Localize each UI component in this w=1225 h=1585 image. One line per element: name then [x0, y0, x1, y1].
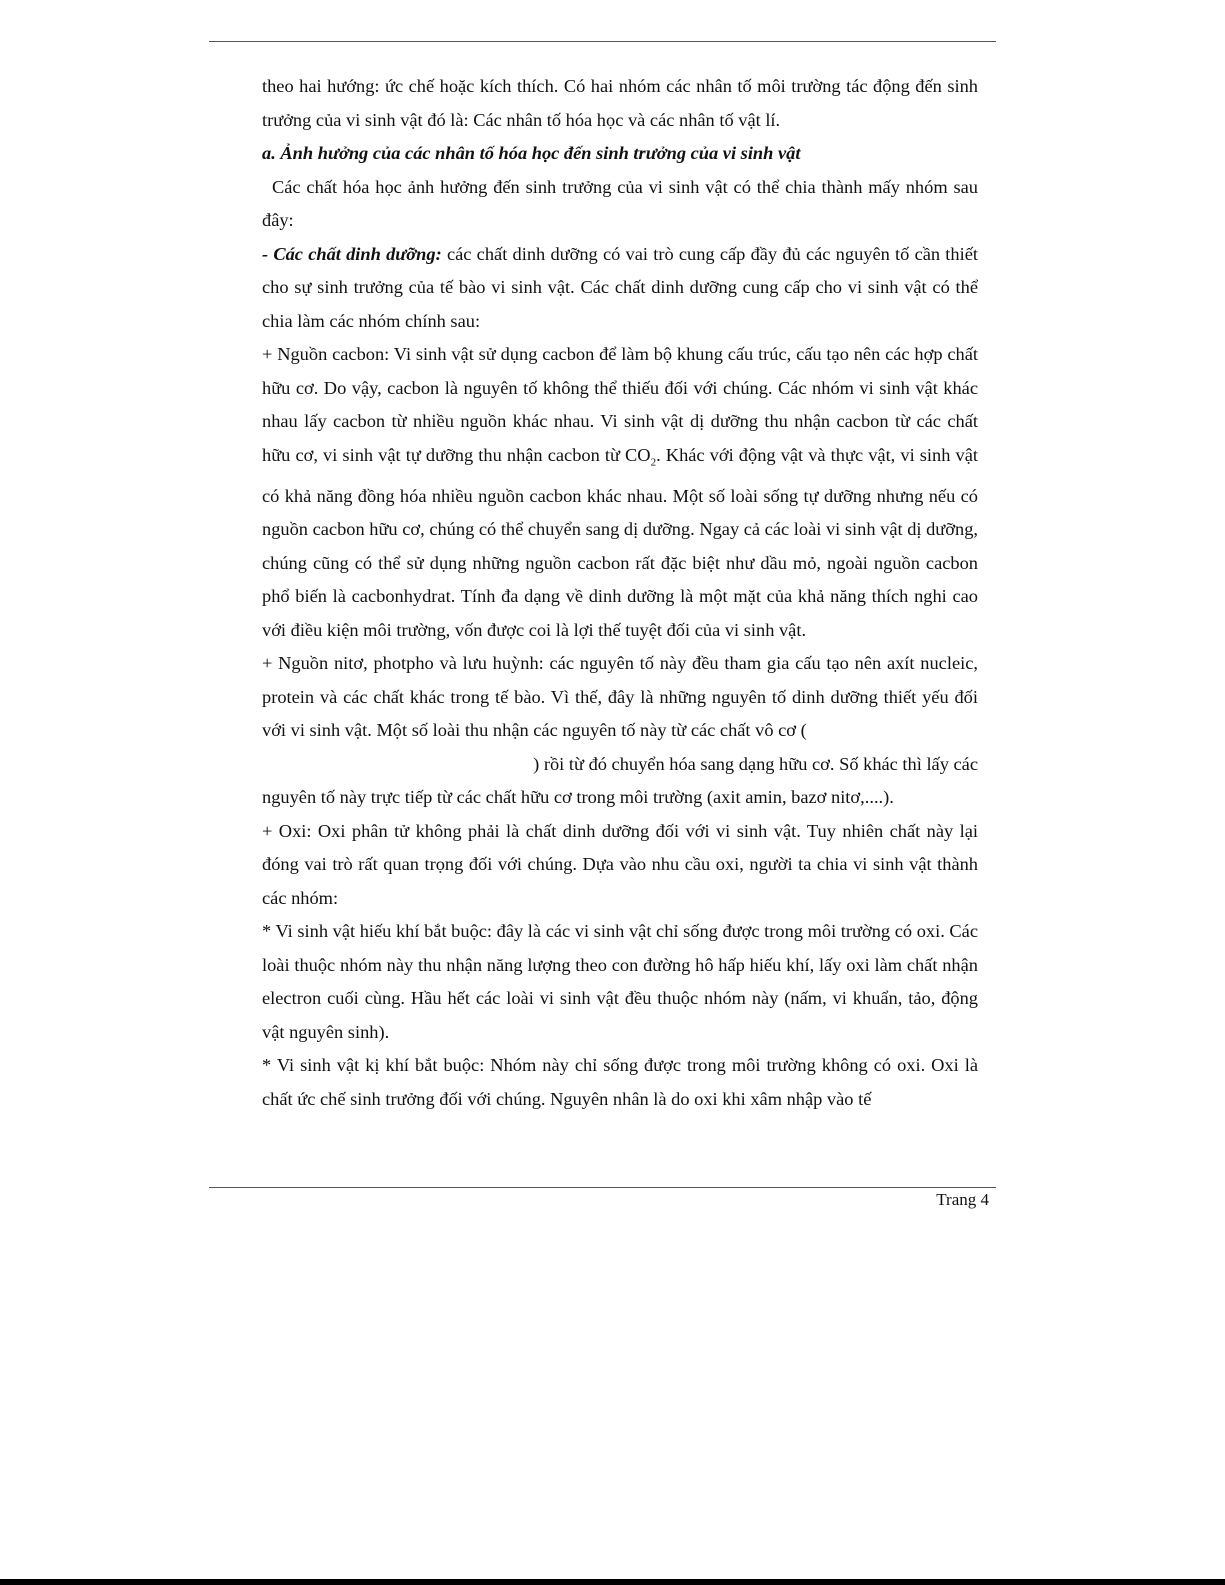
paragraph-aerobic: * Vi sinh vật hiếu khí bắt buộc: đây là các vi sinh vật chỉ sống được trong môi trường có oxi. Các loài thuộc nhóm này thu nhận năng lượng theo con đường hô hấp hiếu khí, lấy oxi làm chất nhận electron cuối cùng. Hầu hết các loài vi sinh vật đều thuộc nhóm này (nấm, vi khuẩn, tảo, động vật nguyên sinh). [262, 921, 978, 1042]
page-number: Trang 4 [936, 1190, 989, 1209]
nutrients-text: các chất dinh dưỡng có vai trò cung cấp đầy đủ các nguyên tố cần thiết cho sự sinh trưởng của tế bào vi sinh vật. Các chất dinh dưỡng cung cấp cho vi sinh vật có thể chia làm các nhóm chính sau: [262, 243, 978, 331]
paragraph-nitrogen: + Nguồn nitơ, photpho và lưu huỳnh: các nguyên tố này đều tham gia cấu tạo nên axít nucleic, protein và các chất khác trong tế bào. Vì thế, đây là những nguyên tố dinh dưỡng thiết yếu đối với vi sinh vật. Một số loài thu nhận các nguyên tố này từ các chất vô cơ ( [262, 653, 978, 741]
paragraph-carbon [262, 338, 978, 647]
document-body [262, 70, 978, 1116]
carbon-subscript: 2 [650, 456, 657, 469]
paragraph-nitrogen-end: nguyên tố này trực tiếp từ các chất hữu cơ trong môi trường (axit amin, bazơ nitơ,....). [262, 787, 894, 808]
carbon-text-2: . Khác với động vật và thực vật, vi sinh vật có khả năng đồng hóa nhiều nguồn cacbon khác nhau. Một số loài sống tự dưỡng nhưng nếu có nguồn cacbon hữu cơ, chúng có thể chuyển sang dị dưỡng. Ngay cả các loài vi sinh vật dị dưỡng, chúng cũng có thể sử dụng những nguồn cacbon rất đặc biệt như dầu mỏ, ngoài nguồn cacbon phổ biến là cacbonhydrat. Tính đa dạng về dinh dưỡng là một mặt của khả năng thích nghi cao với điều kiện môi trường, vốn được coi là lợi thế tuyệt đối của vi sinh vật. [262, 444, 978, 640]
footer-rule [209, 1187, 996, 1188]
paragraph-anaerobic: * Vi sinh vật kị khí bắt buộc: Nhóm này chỉ sống được trong môi trường không có oxi. Oxi là chất ức chế sinh trưởng đối với chúng. Nguyên nhân là do oxi khi xâm nhập vào tế [262, 1055, 978, 1109]
carbon-text-1: + Nguồn cacbon: Vi sinh vật sử dụng cacbon để làm bộ khung cấu trúc, cấu tạo nên các hợp chất hữu cơ. Do vậy, cacbon là nguyên tố không thể thiếu đối với chúng. Các nhóm vi sinh vật khác nhau lấy cacbon từ nhiều nguồn khác nhau. Vi sinh vật dị dưỡng thu nhận cacbon từ các chất hữu cơ, vi sinh vật tự dưỡng thu nhận cacbon từ CO [262, 344, 978, 465]
paragraph-chemical-groups: Các chất hóa học ảnh hưởng đến sinh trưởng của vi sinh vật có thể chia thành mấy nhóm sau đây: [262, 176, 978, 230]
paragraph-intro-continued: theo hai hướng: ức chế hoặc kích thích. Có hai nhóm các nhân tố môi trường tác động đến sinh trưởng của vi sinh vật đó là: Các nhân tố hóa học và các nhân tố vật lí. [262, 76, 978, 130]
header-rule [209, 41, 996, 42]
paragraph-nutrients [262, 238, 978, 339]
paragraph-oxygen: + Oxi: Oxi phân tử không phải là chất dinh dưỡng đối với vi sinh vật. Tuy nhiên chất này lại đóng vai trò rất quan trọng đối với chúng. Dựa vào nhu cầu oxi, người ta chia vi sinh vật thành các nhóm: [262, 820, 978, 908]
nutrients-label: - Các chất dinh dưỡng: [262, 243, 442, 264]
paragraph-nitrogen-continued: ) rồi từ đó chuyển hóa sang dạng hữu cơ. Số khác thì lấy các [533, 753, 978, 774]
bottom-edge-bar [0, 1579, 1225, 1585]
section-heading-a: a. Ảnh hưởng của các nhân tố hóa học đến sinh trưởng của vi sinh vật [262, 143, 801, 163]
